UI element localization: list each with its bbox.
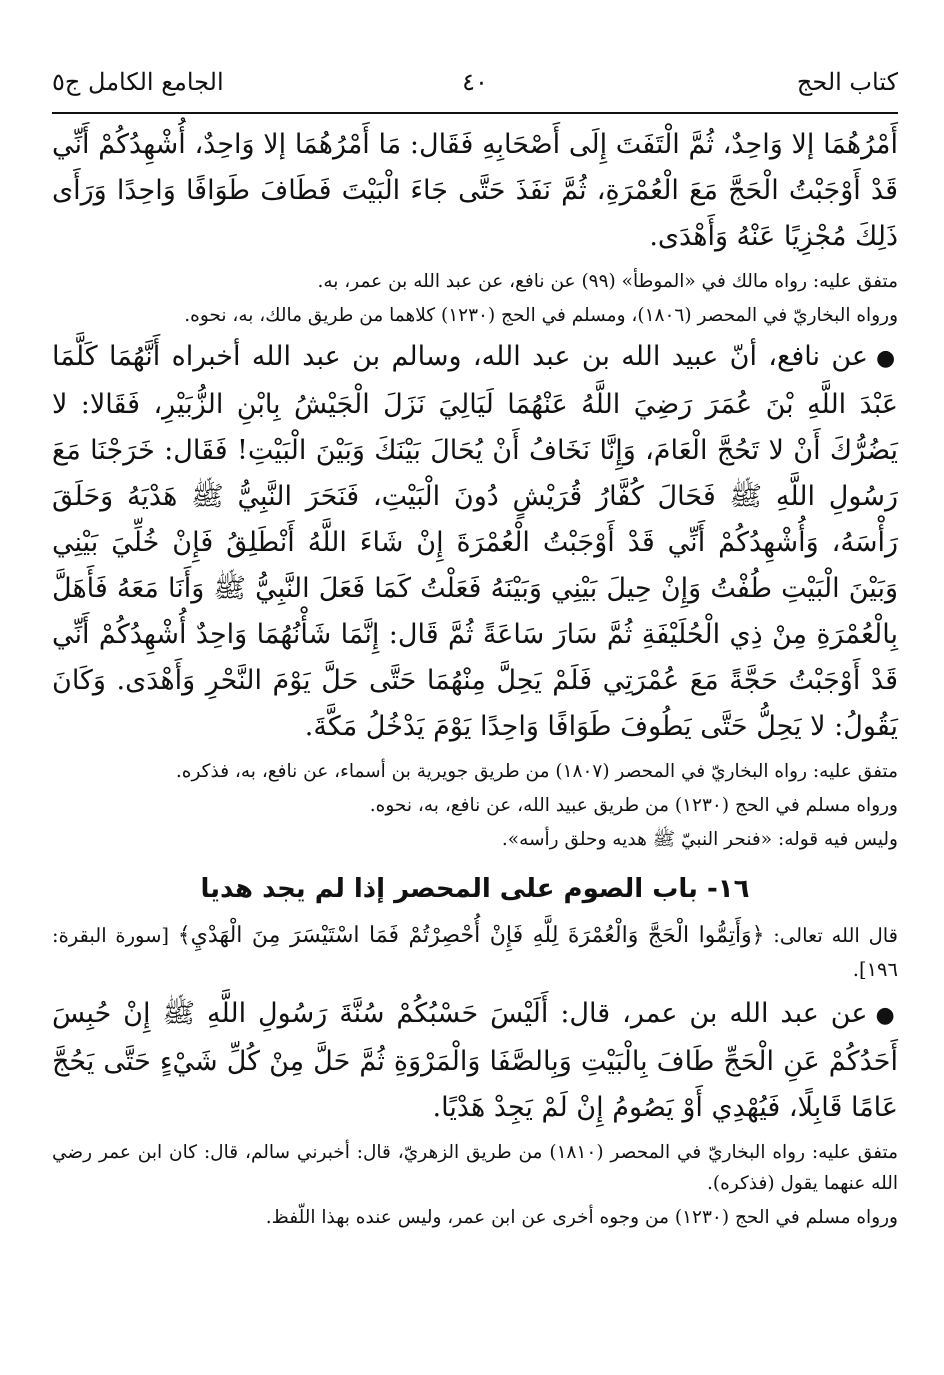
volume-title: الجامع الكامل ج٥ (52, 68, 224, 96)
chapter-heading: ١٦- باب الصوم على المحصر إذا لم يجد هديا (200, 874, 750, 904)
takhrij-note: ورواه مسلم في الحج (١٢٣٠) من وجوه أخرى عن ابن عمر، وليس عنده بهذا اللّفظ. (265, 1207, 898, 1228)
hadith-paragraph (52, 334, 898, 750)
takhrij-note: متفق عليه: رواه البخاريّ في المحصر (١٨٠٧) من طريق جويرية بن أسماء، عن نافع، به، فذكره. (175, 761, 898, 782)
book-title: كتاب الحج (796, 68, 898, 96)
quran-citation (52, 919, 898, 987)
hadith-paragraph (52, 991, 898, 1131)
bullet-icon: ● (875, 1003, 898, 1028)
takhrij-note: وليس فيه قوله: «فنحر النبيّ ﷺ هديه وحلق رأسه». (501, 829, 898, 850)
bullet-icon: ● (876, 346, 898, 371)
page-body (52, 122, 898, 1236)
hadith-continuation: أَمْرُهُمَا إلا وَاحِدٌ، ثُمَّ الْتَفَتَ إِلَى أَصْحَابِهِ فَقَال: مَا أَمْرُهُمَا إلا وَاحِدٌ، أُشْهِدُكُمْ أَنِّي قَدْ أَوْجَبْتُ الْحَجَّ مَعَ الْعُمْرَةِ، ثُمَّ نَفَذَ حَتَّى جَاءَ الْبَيْتَ فَطَافَ طَوَافًا وَاحِدًا وَرَأَى ذَلِكَ مُجْزِيًا عَنْهُ وَأَهْدَى. (52, 129, 898, 252)
page-header (52, 62, 898, 106)
quran-reference: [سورة البقرة: ١٩٦]. (52, 924, 898, 981)
header-divider (52, 112, 898, 114)
page-number: ٤٠ (462, 68, 488, 96)
hadith-text: عن نافع، أنّ عبيد الله بن عبد الله، وسالم بن عبد الله أخبراه أَنَّهُمَا كَلَّمَا عَبْدَ اللَّهِ بْنَ عُمَرَ رَضِيَ اللَّهُ عَنْهُمَا لَيَالِيَ نَزَلَ الْجَيْشُ بِابْنِ الزُّبَيْرِ، فَقَالا: لا يَضُرُّكَ أَنْ لا تَحُجَّ الْعَامَ، وَإِنَّا نَخَافُ أَنْ يُحَالَ بَيْنَكَ وَبَيْنَ الْبَيْتِ! فَقَال: خَرَجْنَا مَعَ رَسُولِ اللَّهِ ﷺ فَحَالَ كُفَّارُ قُرَيْشٍ دُونَ الْبَيْتِ، فَنَحَرَ النَّبِيُّ ﷺ هَدْيَهُ وَحَلَقَ رَأْسَهُ، وَأُشْهِدُكُمْ أَنِّي قَدْ أَوْجَبْتُ الْعُمْرَةَ إِنْ شَاءَ اللَّهُ أَنْطَلِقُ فَإِنْ خُلِّيَ بَيْنِي وَبَيْنَ الْبَيْتِ طُفْتُ وَإِنْ حِيلَ بَيْنِي وَبَيْنَهُ فَعَلْتُ كَمَا فَعَلَ النَّبِيُّ ﷺ وَأَنَا مَعَهُ فَأَهَلَّ بِالْعُمْرَةِ مِنْ ذِي الْحُلَيْفَةِ ثُمَّ سَارَ سَاعَةً ثُمَّ قَال: إِنَّمَا شَأْنُهُمَا وَاحِدٌ أُشْهِدُكُمْ أَنِّي قَدْ أَوْجَبْتُ حَجَّةً مَعَ عُمْرَتِي فَلَمْ يَحِلَّ مِنْهُمَا حَتَّى حَلَّ يَوْمَ النَّحْرِ وَأَهْدَى. وَكَانَ يَقُولُ: لا يَحِلُّ حَتَّى يَطُوفَ طَوَافًا وَاحِدًا يَوْمَ يَدْخُلُ مَكَّةَ. (52, 341, 898, 742)
takhrij-note: متفق عليه: رواه البخاريّ في المحصر (١٨١٠) من طريق الزهريّ، قال: أخبرني سالم، قال: كان ابن عمر رضي الله عنهما يقول (فذكره). (52, 1142, 898, 1194)
quran-intro: قال الله تعالى: (764, 924, 898, 947)
hadith-text: عن عبد الله بن عمر، قال: أَلَيْسَ حَسْبُكُمْ سُنَّةَ رَسُولِ اللَّهِ ﷺ إِنْ حُبِسَ أَحَدُكُمْ عَنِ الْحَجِّ طَافَ بِالْبَيْتِ وَبِالصَّفَا وَالْمَرْوَةِ ثُمَّ حَلَّ مِنْ كُلِّ شَيْءٍ حَتَّى يَحُجَّ عَامًا قَابِلًا، فَيُهْدِي أَوْ يَصُومُ إِنْ لَمْ يَجِدْ هَدْيًا. (52, 998, 898, 1123)
takhrij-note: ورواه مسلم في الحج (١٢٣٠) من طريق عبيد الله، عن نافع، به، نحوه. (369, 795, 898, 816)
takhrij-note: متفق عليه: رواه مالك في «الموطأ» (٩٩) عن نافع، عن عبد الله بن عمر، به. (317, 271, 898, 292)
takhrij-note: ورواه البخاريّ في المحصر (١٨٠٦)، ومسلم في الحج (١٢٣٠) كلاهما من طريق مالك، به، نحوه. (184, 305, 898, 326)
quran-verse: ﴿وَأَتِمُّوا الْحَجَّ وَالْعُمْرَةَ لِلَّهِ فَإِنْ أُحْصِرْتُمْ فَمَا اسْتَيْسَرَ مِنَ الْهَدْيِ﴾ (177, 923, 765, 948)
